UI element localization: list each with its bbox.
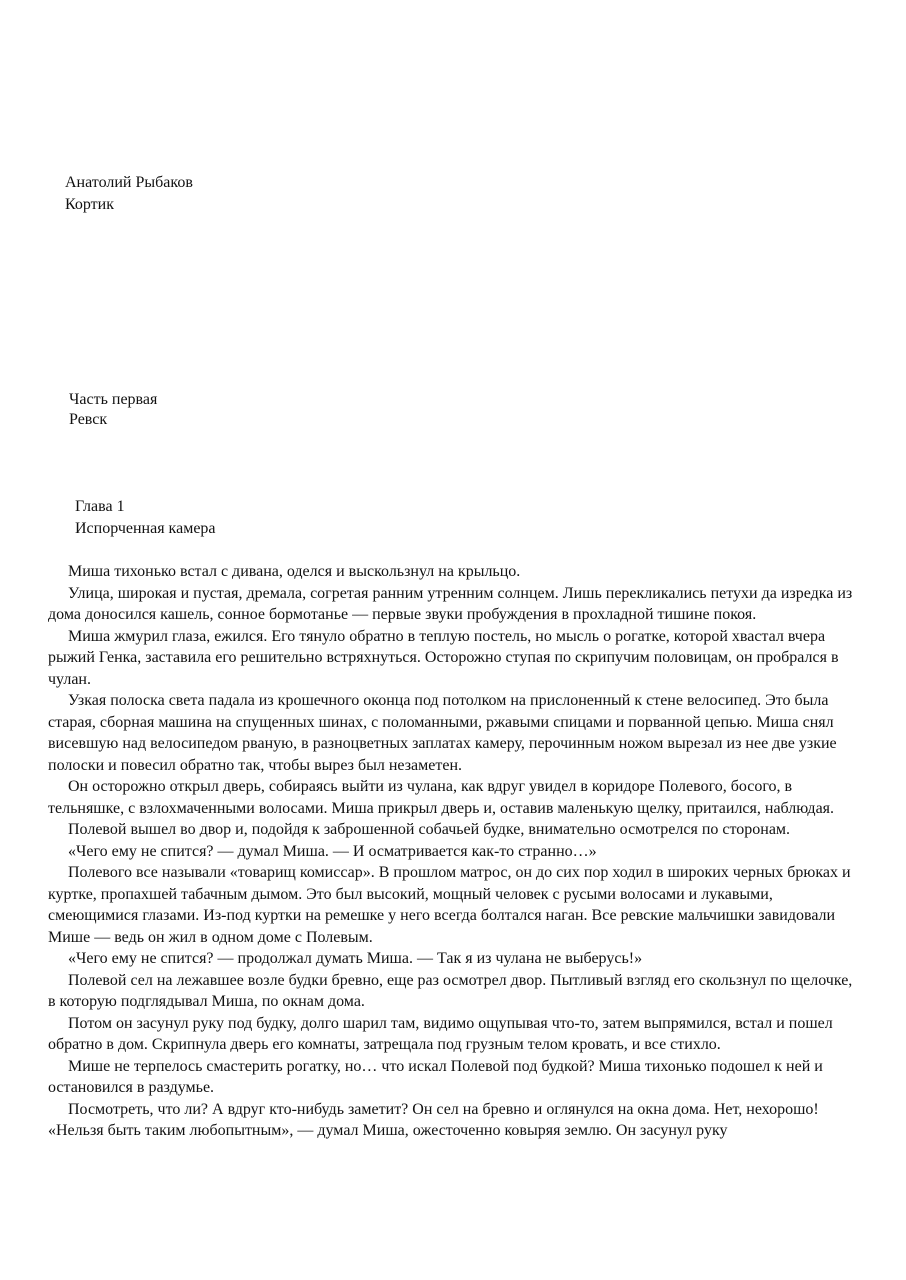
- paragraph: Полевой вышел во двор и, подойдя к заброшенной собачьей будке, внимательно осмотрелся по сторонам.: [68, 821, 791, 838]
- paragraph: Потом он засунул руку под будку, долго шарил там, видимо ощупывая что-то, затем выпрямился, встал и пошел обратно в дом. Скрипнула дверь его комнаты, затрещала под грузным телом кровать, и все стихло.: [48, 1014, 833, 1053]
- part-name: Ревск: [69, 411, 108, 428]
- paragraph: Миша жмурил глаза, ежился. Его тянуло обратно в теплую постель, но мысль о рогатке, которой хвастал вчера рыжий Генка, заставила его решительно встряхнуться. Осторожно ступая по скрипучим половицам, он пробрался в чулан.: [48, 627, 839, 688]
- paragraph: Посмотреть, что ли? А вдруг кто-нибудь заметит? Он сел на бревно и оглянулся на окна дома. Нет, нехорошо! «Нельзя быть таким любопытным», — думал Миша, ожесточенно ковыряя землю. Он засунул руку: [48, 1100, 819, 1139]
- paragraph: «Чего ему не спится? — продолжал думать Миша. — Так я из чулана не выберусь!»: [68, 950, 643, 967]
- chapter-body: [48, 561, 856, 1142]
- paragraph: Полевого все называли «товарищ комиссар». В прошлом матрос, он до сих пор ходил в широких черных брюках и куртке, пропахшей табачным дымом. Это был высокий, мощный человек с русыми волосами и лукавыми, смеющимися глазами. Из-под куртки на ремешке у него всегда болтался наган. Все ревские мальчишки завидовали Мише — ведь он жил в одном доме с Полевым.: [48, 864, 851, 946]
- chapter-label: Глава 1: [75, 498, 125, 515]
- paragraph: Миша тихонько встал с дивана, оделся и выскользнул на крыльцо.: [68, 563, 521, 580]
- paragraph: Узкая полоска света падала из крошечного оконца под потолком на прислоненный к стене велосипед. Это была старая, сборная машина на спущенных шинах, с поломанными, ржавыми спицами и порванной цепью. Миша снял висевшую над велосипедом рваную, в разноцветных заплатах камеру, перочинным ножом вырезал из нее две узкие полоски и повесил обратно так, чтобы вырез был незаметен.: [48, 692, 837, 774]
- paragraph: Улица, широкая и пустая, дремала, согретая ранним утренним солнцем. Лишь перекликались петухи да изредка из дома доносился кашель, сонное бормотанье — первые звуки пробуждения в прохладной тишине покоя.: [48, 584, 853, 623]
- paragraph: Полевой сел на лежавшее возле будки бревно, еще раз осмотрел двор. Пытливый взгляд его скользнул по щелочке, в которую подглядывал Миша, по окнам дома.: [48, 971, 853, 1010]
- paragraph: Мише не терпелось смастерить рогатку, но… что искал Полевой под будкой? Миша тихонько подошел к ней и остановился в раздумье.: [48, 1057, 823, 1096]
- paragraph: Он осторожно открыл дверь, собираясь выйти из чулана, как вдруг увидел в коридоре Полевого, босого, в тельняшке, с взлохмаченными волосами. Миша прикрыл дверь и, оставив маленькую щелку, притаился, наблюдая.: [48, 778, 835, 817]
- paragraph: «Чего ему не спится? — думал Миша. — И осматривается как-то странно…»: [68, 842, 597, 860]
- book-author: Анатолий Рыбаков: [65, 174, 193, 191]
- chapter-name: Испорченная камера: [75, 520, 216, 537]
- book-title: Кортик: [65, 196, 114, 213]
- part-label: Часть первая: [69, 391, 158, 408]
